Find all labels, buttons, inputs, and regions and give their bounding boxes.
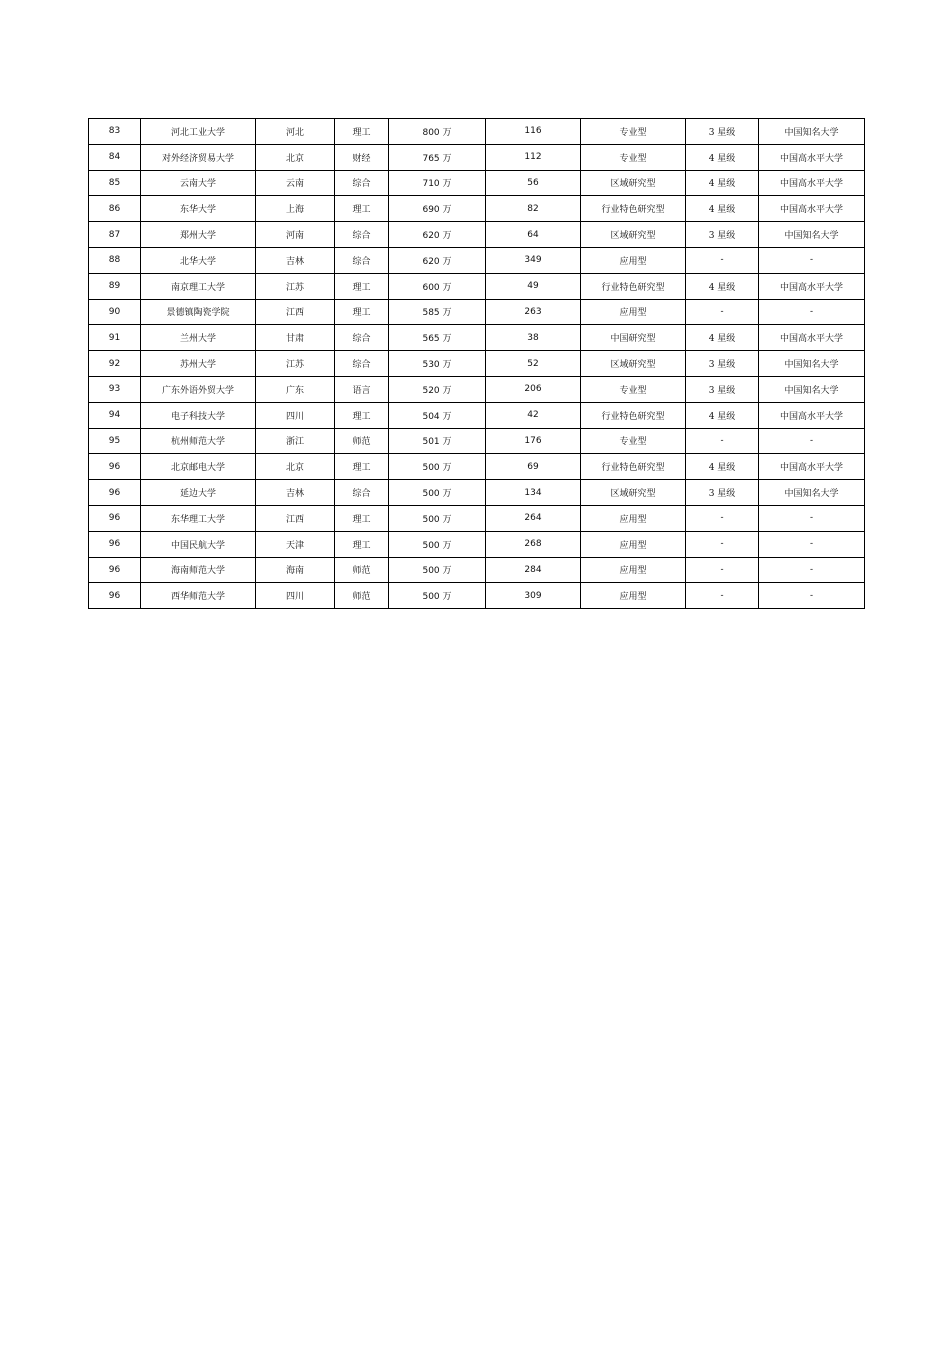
institution-type-cell: 专业型 [581, 144, 686, 170]
table-row [89, 376, 865, 402]
institution-type-cell: 区域研究型 [581, 222, 686, 248]
ranking-position-cell: 38 [486, 325, 581, 351]
province-cell: 浙江 [256, 428, 335, 454]
ranking-position-cell: 69 [486, 454, 581, 480]
category-cell: 师范 [335, 583, 389, 609]
rank-cell: 96 [89, 583, 141, 609]
star-level-cell: 4 星级 [686, 196, 759, 222]
ranking-position-cell: 176 [486, 428, 581, 454]
province-cell: 北京 [256, 144, 335, 170]
star-level-cell: 3 星级 [686, 119, 759, 145]
rank-cell: 84 [89, 144, 141, 170]
star-level-cell: 4 星级 [686, 144, 759, 170]
table-row [89, 222, 865, 248]
rank-cell: 88 [89, 247, 141, 273]
rank-cell: 90 [89, 299, 141, 325]
funding-cell: 500 万 [389, 454, 486, 480]
rank-cell: 83 [89, 119, 141, 145]
university-name-cell: 东华大学 [141, 196, 256, 222]
funding-cell: 500 万 [389, 583, 486, 609]
funding-cell: 504 万 [389, 402, 486, 428]
funding-cell: 520 万 [389, 376, 486, 402]
category-cell: 师范 [335, 428, 389, 454]
rank-cell: 89 [89, 273, 141, 299]
star-level-cell: 4 星级 [686, 454, 759, 480]
star-level-cell: - [686, 505, 759, 531]
institution-type-cell: 应用型 [581, 531, 686, 557]
funding-cell: 500 万 [389, 557, 486, 583]
institution-type-cell: 行业特色研究型 [581, 196, 686, 222]
funding-cell: 501 万 [389, 428, 486, 454]
university-name-cell: 景德镇陶瓷学院 [141, 299, 256, 325]
rank-cell: 95 [89, 428, 141, 454]
university-name-cell: 延边大学 [141, 480, 256, 506]
rank-cell: 96 [89, 505, 141, 531]
table-body [89, 119, 865, 609]
table-row [89, 299, 865, 325]
university-name-cell: 郑州大学 [141, 222, 256, 248]
tier-cell: - [759, 247, 865, 273]
ranking-position-cell: 206 [486, 376, 581, 402]
rank-cell: 85 [89, 170, 141, 196]
table-row [89, 557, 865, 583]
province-cell: 江苏 [256, 273, 335, 299]
star-level-cell: 4 星级 [686, 325, 759, 351]
province-cell: 河北 [256, 119, 335, 145]
table-row [89, 247, 865, 273]
star-level-cell: - [686, 583, 759, 609]
university-name-cell: 东华理工大学 [141, 505, 256, 531]
province-cell: 江西 [256, 299, 335, 325]
ranking-position-cell: 263 [486, 299, 581, 325]
institution-type-cell: 应用型 [581, 299, 686, 325]
category-cell: 综合 [335, 222, 389, 248]
university-name-cell: 电子科技大学 [141, 402, 256, 428]
university-name-cell: 北华大学 [141, 247, 256, 273]
province-cell: 北京 [256, 454, 335, 480]
category-cell: 理工 [335, 531, 389, 557]
institution-type-cell: 行业特色研究型 [581, 273, 686, 299]
province-cell: 江苏 [256, 351, 335, 377]
tier-cell: 中国高水平大学 [759, 273, 865, 299]
category-cell: 综合 [335, 325, 389, 351]
ranking-position-cell: 82 [486, 196, 581, 222]
ranking-position-cell: 284 [486, 557, 581, 583]
province-cell: 甘肃 [256, 325, 335, 351]
ranking-position-cell: 264 [486, 505, 581, 531]
tier-cell: 中国高水平大学 [759, 402, 865, 428]
tier-cell: 中国高水平大学 [759, 170, 865, 196]
category-cell: 综合 [335, 247, 389, 273]
ranking-position-cell: 268 [486, 531, 581, 557]
tier-cell: 中国高水平大学 [759, 196, 865, 222]
province-cell: 云南 [256, 170, 335, 196]
university-name-cell: 苏州大学 [141, 351, 256, 377]
star-level-cell: - [686, 531, 759, 557]
province-cell: 四川 [256, 402, 335, 428]
table-row [89, 531, 865, 557]
university-ranking-table [88, 118, 865, 609]
rank-cell: 93 [89, 376, 141, 402]
institution-type-cell: 应用型 [581, 557, 686, 583]
star-level-cell: - [686, 299, 759, 325]
university-name-cell: 兰州大学 [141, 325, 256, 351]
table-row [89, 583, 865, 609]
table-row [89, 144, 865, 170]
ranking-position-cell: 349 [486, 247, 581, 273]
rank-cell: 91 [89, 325, 141, 351]
star-level-cell: - [686, 428, 759, 454]
table-row [89, 402, 865, 428]
category-cell: 理工 [335, 505, 389, 531]
tier-cell: 中国知名大学 [759, 376, 865, 402]
star-level-cell: - [686, 557, 759, 583]
star-level-cell: 3 星级 [686, 376, 759, 402]
category-cell: 财经 [335, 144, 389, 170]
ranking-position-cell: 309 [486, 583, 581, 609]
category-cell: 理工 [335, 196, 389, 222]
ranking-position-cell: 116 [486, 119, 581, 145]
category-cell: 综合 [335, 170, 389, 196]
funding-cell: 600 万 [389, 273, 486, 299]
star-level-cell: 3 星级 [686, 351, 759, 377]
institution-type-cell: 区域研究型 [581, 480, 686, 506]
table-row [89, 351, 865, 377]
university-name-cell: 中国民航大学 [141, 531, 256, 557]
tier-cell: - [759, 428, 865, 454]
province-cell: 四川 [256, 583, 335, 609]
ranking-position-cell: 64 [486, 222, 581, 248]
category-cell: 理工 [335, 299, 389, 325]
institution-type-cell: 专业型 [581, 119, 686, 145]
university-name-cell: 云南大学 [141, 170, 256, 196]
tier-cell: 中国高水平大学 [759, 325, 865, 351]
university-name-cell: 西华师范大学 [141, 583, 256, 609]
institution-type-cell: 专业型 [581, 428, 686, 454]
ranking-position-cell: 56 [486, 170, 581, 196]
category-cell: 语言 [335, 376, 389, 402]
table-row [89, 505, 865, 531]
star-level-cell: 4 星级 [686, 170, 759, 196]
university-name-cell: 河北工业大学 [141, 119, 256, 145]
tier-cell: 中国知名大学 [759, 119, 865, 145]
category-cell: 理工 [335, 273, 389, 299]
category-cell: 理工 [335, 402, 389, 428]
category-cell: 综合 [335, 480, 389, 506]
funding-cell: 500 万 [389, 480, 486, 506]
university-name-cell: 杭州师范大学 [141, 428, 256, 454]
funding-cell: 765 万 [389, 144, 486, 170]
table-row [89, 325, 865, 351]
university-name-cell: 海南师范大学 [141, 557, 256, 583]
tier-cell: 中国高水平大学 [759, 454, 865, 480]
funding-cell: 530 万 [389, 351, 486, 377]
funding-cell: 620 万 [389, 222, 486, 248]
ranking-position-cell: 52 [486, 351, 581, 377]
institution-type-cell: 应用型 [581, 583, 686, 609]
table-row [89, 196, 865, 222]
province-cell: 天津 [256, 531, 335, 557]
table-row [89, 273, 865, 299]
university-name-cell: 对外经济贸易大学 [141, 144, 256, 170]
table-row [89, 428, 865, 454]
star-level-cell: 4 星级 [686, 273, 759, 299]
category-cell: 理工 [335, 119, 389, 145]
rank-cell: 94 [89, 402, 141, 428]
tier-cell: 中国高水平大学 [759, 144, 865, 170]
table-row [89, 480, 865, 506]
tier-cell: - [759, 505, 865, 531]
star-level-cell: 3 星级 [686, 222, 759, 248]
province-cell: 吉林 [256, 480, 335, 506]
funding-cell: 690 万 [389, 196, 486, 222]
province-cell: 广东 [256, 376, 335, 402]
funding-cell: 710 万 [389, 170, 486, 196]
category-cell: 综合 [335, 351, 389, 377]
province-cell: 吉林 [256, 247, 335, 273]
university-name-cell: 北京邮电大学 [141, 454, 256, 480]
tier-cell: - [759, 583, 865, 609]
tier-cell: - [759, 299, 865, 325]
university-name-cell: 广东外语外贸大学 [141, 376, 256, 402]
funding-cell: 500 万 [389, 505, 486, 531]
funding-cell: 585 万 [389, 299, 486, 325]
rank-cell: 96 [89, 531, 141, 557]
star-level-cell: 4 星级 [686, 402, 759, 428]
tier-cell: 中国知名大学 [759, 351, 865, 377]
institution-type-cell: 应用型 [581, 247, 686, 273]
institution-type-cell: 区域研究型 [581, 351, 686, 377]
institution-type-cell: 应用型 [581, 505, 686, 531]
star-level-cell: - [686, 247, 759, 273]
funding-cell: 620 万 [389, 247, 486, 273]
ranking-position-cell: 49 [486, 273, 581, 299]
institution-type-cell: 行业特色研究型 [581, 454, 686, 480]
province-cell: 上海 [256, 196, 335, 222]
table-row [89, 119, 865, 145]
rank-cell: 96 [89, 454, 141, 480]
category-cell: 师范 [335, 557, 389, 583]
rank-cell: 96 [89, 557, 141, 583]
province-cell: 海南 [256, 557, 335, 583]
rank-cell: 86 [89, 196, 141, 222]
university-name-cell: 南京理工大学 [141, 273, 256, 299]
funding-cell: 565 万 [389, 325, 486, 351]
institution-type-cell: 中国研究型 [581, 325, 686, 351]
tier-cell: 中国知名大学 [759, 480, 865, 506]
table-row [89, 170, 865, 196]
ranking-position-cell: 112 [486, 144, 581, 170]
ranking-position-cell: 42 [486, 402, 581, 428]
funding-cell: 500 万 [389, 531, 486, 557]
rank-cell: 87 [89, 222, 141, 248]
province-cell: 江西 [256, 505, 335, 531]
tier-cell: - [759, 557, 865, 583]
star-level-cell: 3 星级 [686, 480, 759, 506]
rank-cell: 96 [89, 480, 141, 506]
table-row [89, 454, 865, 480]
tier-cell: 中国知名大学 [759, 222, 865, 248]
province-cell: 河南 [256, 222, 335, 248]
institution-type-cell: 区域研究型 [581, 170, 686, 196]
tier-cell: - [759, 531, 865, 557]
category-cell: 理工 [335, 454, 389, 480]
institution-type-cell: 专业型 [581, 376, 686, 402]
funding-cell: 800 万 [389, 119, 486, 145]
ranking-position-cell: 134 [486, 480, 581, 506]
rank-cell: 92 [89, 351, 141, 377]
institution-type-cell: 行业特色研究型 [581, 402, 686, 428]
